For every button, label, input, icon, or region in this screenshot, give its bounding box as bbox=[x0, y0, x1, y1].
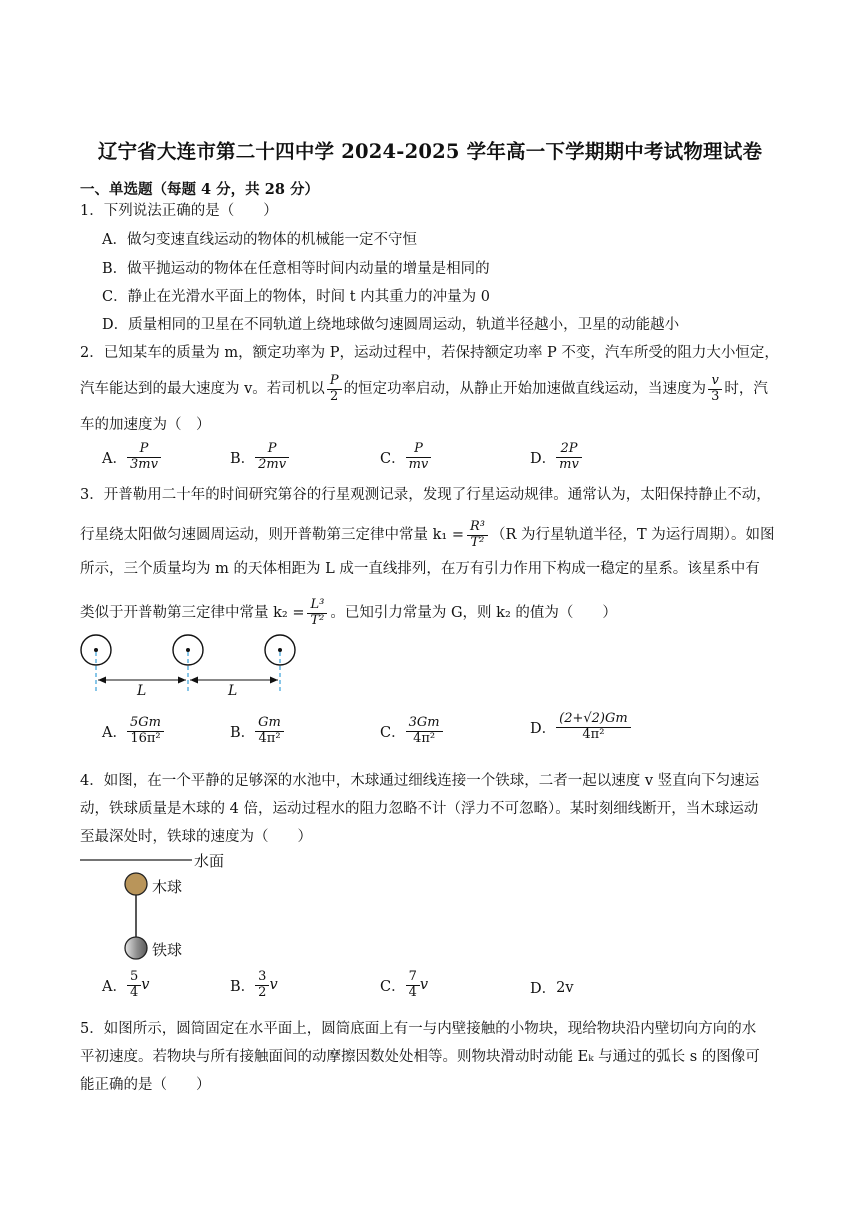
section-heading: 一、单选题（每题 4 分，共 28 分） bbox=[80, 181, 319, 198]
fraction-numerator: P bbox=[127, 442, 161, 458]
fraction-denominator: 4π² bbox=[258, 730, 281, 746]
option-label: A． bbox=[102, 978, 127, 995]
three-body-figure bbox=[78, 630, 308, 700]
option-b bbox=[230, 442, 289, 473]
wood-ball-label: 木球 bbox=[152, 878, 183, 896]
fraction-numerator: v bbox=[708, 374, 722, 390]
stem-text: 时，汽 bbox=[724, 381, 768, 398]
option-d bbox=[530, 977, 574, 998]
page-title: 辽宁省大连市第二十四中学 2024-2025 学年高一下学期期中考试物理试卷 bbox=[97, 140, 763, 163]
option-label: D． bbox=[530, 720, 557, 737]
fraction-denominator: 2 bbox=[330, 388, 339, 404]
fraction-numerator: Gm bbox=[255, 716, 284, 732]
question-stem: 至最深处时，铁球的速度为（ ） bbox=[80, 829, 312, 845]
fraction-denominator: 2mv bbox=[258, 456, 287, 472]
question-stem-line2 bbox=[80, 374, 768, 405]
stem-text: 类似于开普勒第三定律中常量 k₂ = bbox=[80, 605, 305, 622]
option-fraction bbox=[406, 716, 443, 747]
option-label: C． bbox=[380, 724, 406, 741]
iron-ball-label: 铁球 bbox=[152, 941, 183, 959]
option-fraction bbox=[127, 716, 164, 747]
question-stem: 车的加速度为（ ） bbox=[80, 417, 211, 433]
stem-text: 汽车能达到的最大速度为 v。若司机以 bbox=[80, 381, 325, 398]
water-surface-label: 水面 bbox=[194, 852, 225, 870]
option-unit: v bbox=[269, 977, 278, 994]
fraction-numerator: (2+√2)Gm bbox=[556, 712, 631, 728]
stem-text: （R 为行星轨道半径，T 为运行周期）。如图 bbox=[490, 527, 775, 544]
option-d bbox=[530, 442, 582, 473]
wood-ball bbox=[125, 873, 147, 895]
stem-text: 的恒定功率启动，从静止开始加速做直线运动，当速度为 bbox=[343, 381, 707, 398]
option-label: C． bbox=[380, 978, 406, 995]
fraction-v-over-3 bbox=[708, 374, 722, 405]
option-c bbox=[380, 442, 431, 473]
iron-ball bbox=[125, 937, 147, 959]
fraction-numerator: P bbox=[255, 442, 289, 458]
question-stem: 2．已知某车的质量为 m，额定功率为 P，运动过程中，若保持额定功率 P 不变，汽车所受的阻力大小恒定， bbox=[80, 345, 779, 361]
option-a: A．做匀变速直线运动的物体的机械能一定不守恒 bbox=[102, 232, 417, 248]
fraction-denominator: 4π² bbox=[413, 730, 436, 746]
option-label: D． bbox=[530, 981, 557, 997]
option-label: B． bbox=[230, 724, 256, 741]
option-fraction bbox=[127, 970, 141, 1001]
fraction-numerator: R³ bbox=[467, 520, 488, 536]
option-unit: v bbox=[141, 977, 150, 994]
fraction-denominator: 2 bbox=[258, 984, 267, 1000]
option-a bbox=[102, 970, 149, 1001]
option-fraction bbox=[255, 442, 289, 473]
fraction-numerator: 5Gm bbox=[127, 716, 164, 732]
option-c bbox=[380, 716, 443, 747]
question-stem: 4．如图，在一个平静的足够深的水池中，木球通过细线连接一个铁球，二者一起以速度 v 竖直向下匀速运 bbox=[80, 773, 760, 789]
fraction-numerator: 5 bbox=[127, 970, 141, 986]
fraction-numerator: 3 bbox=[255, 970, 269, 986]
fraction-denominator: 4 bbox=[408, 984, 417, 1000]
fraction-denominator: mv bbox=[559, 456, 579, 472]
fraction-denominator: 3 bbox=[711, 388, 720, 404]
stem-text: 。已知引力常量为 G，则 k₂ 的值为（ ） bbox=[330, 605, 617, 622]
option-a bbox=[102, 716, 164, 747]
fraction-denominator: mv bbox=[408, 456, 429, 472]
fraction-numerator: 7 bbox=[406, 970, 420, 986]
question-stem-line2 bbox=[80, 520, 775, 551]
fraction-denominator: 16π² bbox=[130, 730, 161, 746]
option-b: B．做平抛运动的物体在任意相等时间内动量的增量是相同的 bbox=[102, 261, 490, 277]
option-c: C．静止在光滑水平面上的物体，时间 t 内其重力的冲量为 0 bbox=[102, 289, 490, 305]
question-stem-line4 bbox=[80, 598, 617, 629]
fraction-k1 bbox=[467, 520, 488, 551]
option-d bbox=[530, 712, 631, 743]
question-stem: 平初速度。若物块与所有接触面间的动摩擦因数处处相等。则物块滑动时动能 Eₖ 与通过的弧长 s 的图像可 bbox=[80, 1049, 760, 1065]
fraction-denominator: T² bbox=[310, 612, 325, 628]
option-label: C． bbox=[380, 450, 406, 467]
option-fraction bbox=[127, 442, 161, 473]
distance-label-1: L bbox=[137, 683, 147, 699]
fraction-denominator: 4 bbox=[129, 984, 139, 1000]
fraction-denominator: 4π² bbox=[582, 726, 605, 742]
fraction-numerator: P bbox=[406, 442, 432, 458]
fraction-numerator: 2P bbox=[556, 442, 582, 458]
fraction-denominator: 3mv bbox=[129, 456, 158, 472]
question-stem: 3．开普勒用二十年的时间研究第谷的行星观测记录，发现了行星运动规律。通常认为，太阳保持静止不动， bbox=[80, 487, 771, 503]
fraction-numerator: L³ bbox=[307, 598, 327, 614]
option-a bbox=[102, 442, 161, 473]
option-label: B． bbox=[230, 450, 256, 467]
option-label: A． bbox=[102, 724, 127, 741]
option-fraction bbox=[255, 970, 269, 1001]
option-d: D．质量相同的卫星在不同轨道上绕地球做匀速圆周运动，轨道半径越小，卫星的动能越小 bbox=[102, 317, 680, 333]
option-label: A． bbox=[102, 450, 127, 467]
option-fraction bbox=[406, 970, 420, 1001]
distance-label-2: L bbox=[228, 683, 238, 699]
option-fraction bbox=[406, 442, 432, 473]
option-text: 2v bbox=[556, 979, 574, 996]
fraction-k2 bbox=[307, 598, 327, 629]
question-stem: 动，铁球质量是木球的 4 倍，运动过程水的阻力忽略不计（浮力不可忽略）。某时刻细线断开，当木球运动 bbox=[80, 801, 759, 817]
option-fraction bbox=[556, 712, 631, 743]
option-label: B． bbox=[230, 978, 256, 995]
option-fraction bbox=[255, 716, 284, 747]
stem-text: 行星绕太阳做匀速圆周运动，则开普勒第三定律中常量 k₁ = bbox=[80, 527, 464, 544]
question-stem: 1．下列说法正确的是（ ） bbox=[80, 203, 278, 219]
fraction-numerator: P bbox=[327, 374, 342, 390]
fraction-denominator: T² bbox=[470, 534, 485, 550]
question-stem: 能正确的是（ ） bbox=[80, 1077, 211, 1093]
fraction-p-over-2 bbox=[327, 374, 342, 405]
option-unit: v bbox=[419, 977, 429, 994]
question-stem: 5．如图所示，圆筒固定在水平面上，圆筒底面上有一与内壁接触的小物块，现给物块沿内壁切向方向的水 bbox=[80, 1021, 757, 1037]
option-fraction bbox=[556, 442, 582, 473]
option-c bbox=[380, 970, 428, 1001]
option-label: D． bbox=[530, 450, 557, 467]
question-stem: 所示，三个质量均为 m 的天体相距为 L 成一直线排列，在万有引力作用下构成一稳定的星系。该星系中有 bbox=[80, 561, 760, 577]
fraction-numerator: 3Gm bbox=[406, 716, 443, 732]
option-b bbox=[230, 716, 284, 747]
option-b bbox=[230, 970, 278, 1001]
